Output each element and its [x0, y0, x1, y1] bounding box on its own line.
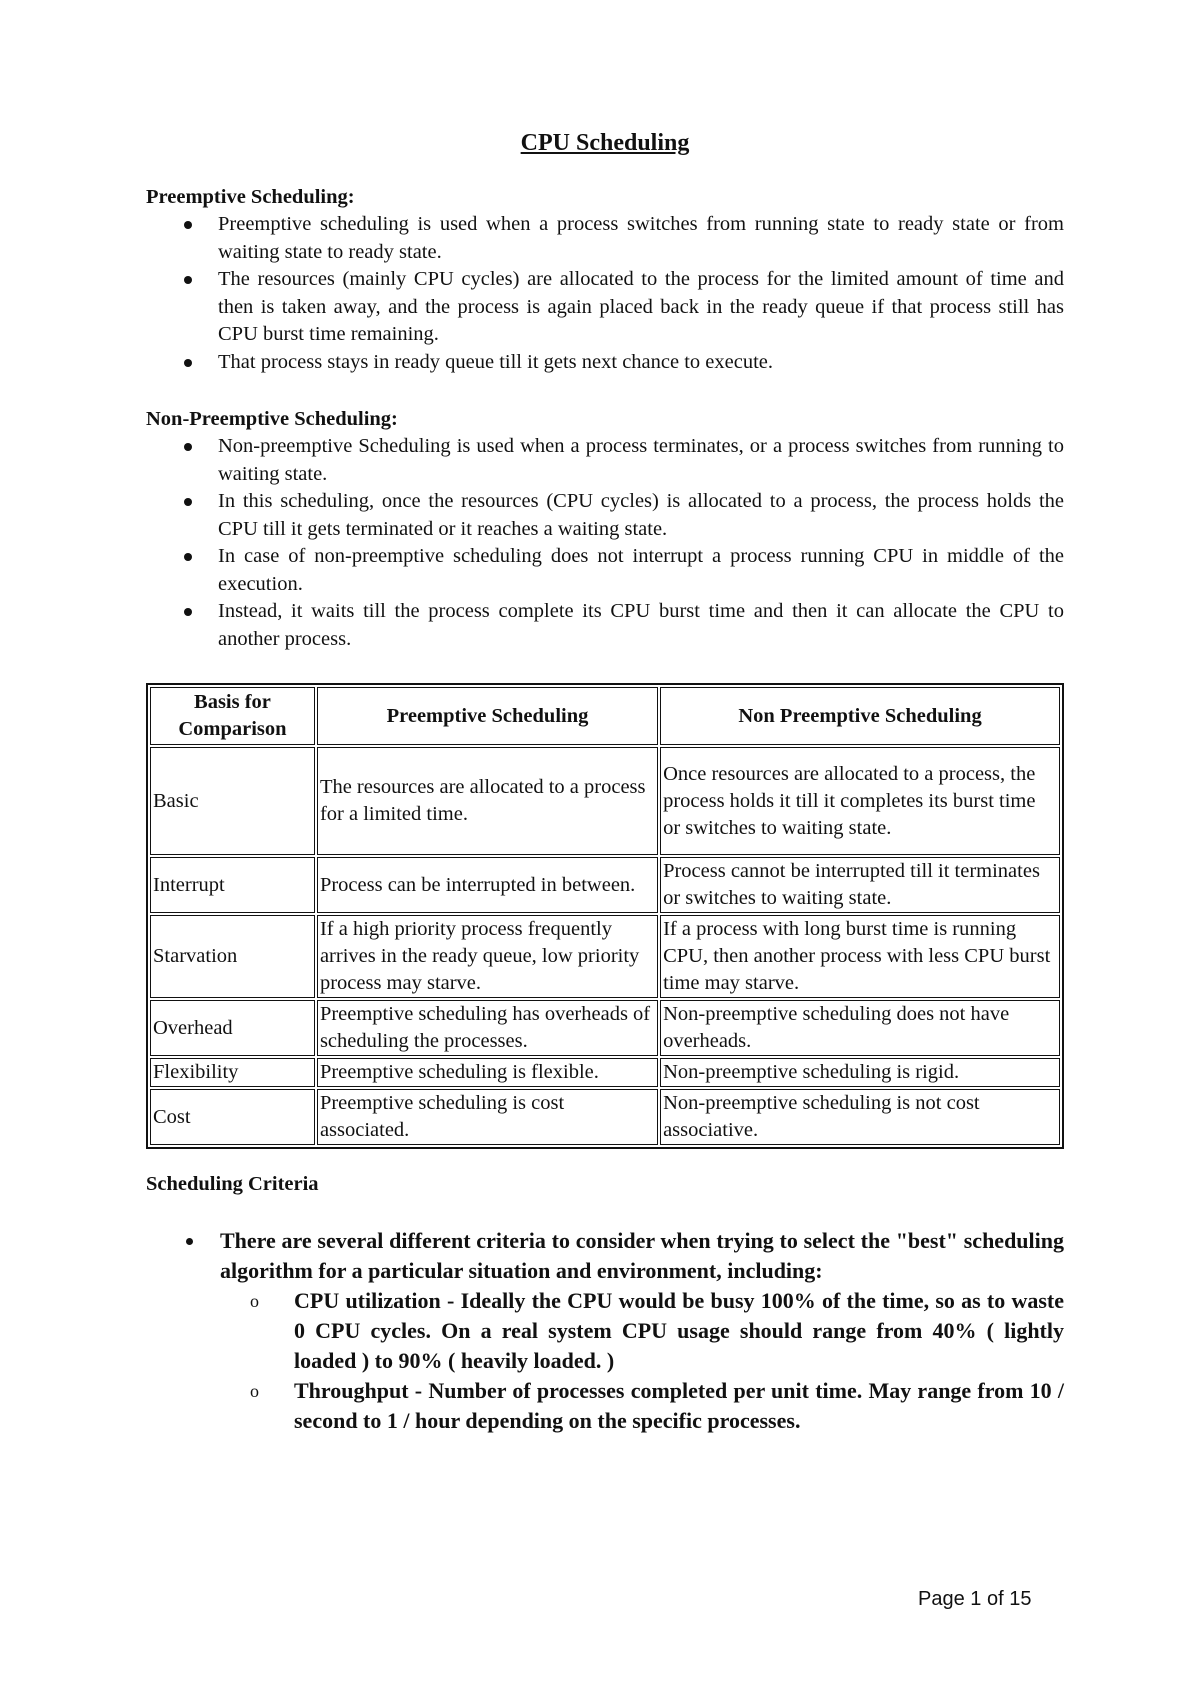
table-cell: Cost	[150, 1089, 315, 1145]
non-preemptive-bullet-list	[146, 433, 1064, 653]
page-total: 15	[1009, 1588, 1032, 1610]
table-cell: If a process with long burst time is running CPU, then another process with less CPU burst time may starve.	[660, 915, 1060, 998]
criteria-term: CPU utilization	[294, 1288, 441, 1313]
table-cell: Starvation	[150, 915, 315, 998]
bullet-text: Preemptive scheduling is used when a process switches from running state to ready state or from waiting state to ready state.	[218, 213, 1064, 263]
criteria-separator: -	[440, 1288, 461, 1313]
bullet-text: That process stays in ready queue till it gets next chance to execute.	[218, 350, 774, 373]
document-page	[146, 128, 1064, 1436]
comparison-table	[146, 683, 1064, 1149]
of-label: of	[986, 1588, 1004, 1610]
list-item	[146, 488, 1064, 543]
table-cell: Process can be interrupted in between.	[317, 857, 658, 913]
criteria-term: Throughput	[294, 1378, 409, 1403]
table-cell: Basic	[150, 747, 315, 855]
list-item	[146, 598, 1064, 653]
table-row	[150, 1058, 1060, 1087]
bullet-icon	[184, 553, 192, 561]
bullet-icon	[184, 608, 192, 616]
list-item	[220, 1376, 1064, 1436]
table-cell: Process cannot be interrupted till it terminates or switches to waiting state.	[660, 857, 1060, 913]
table-cell: Once resources are allocated to a process, the process holds it till it completes its burst time or switches to waiting state.	[660, 747, 1060, 855]
table-cell: Overhead	[150, 1000, 315, 1056]
table-cell: Non-preemptive scheduling does not have overheads.	[660, 1000, 1060, 1056]
list-item	[146, 211, 1064, 266]
bullet-icon	[184, 276, 192, 284]
page-footer	[918, 1588, 1031, 1611]
bullet-icon	[184, 443, 192, 451]
bullet-text: In this scheduling, once the resources (CPU cycles) is allocated to a process, the process holds the CPU till it gets terminated or it reaches a waiting state.	[218, 490, 1064, 540]
criteria-list	[146, 1226, 1064, 1436]
table-header-cell: Basis for Comparison	[150, 687, 315, 745]
preemptive-bullet-list	[146, 211, 1064, 376]
page-number: 1	[970, 1588, 982, 1610]
table-cell: Preemptive scheduling has overheads of scheduling the processes.	[317, 1000, 658, 1056]
preemptive-heading: Preemptive Scheduling:	[146, 186, 355, 208]
list-item	[146, 433, 1064, 488]
table-row	[150, 747, 1060, 855]
table-header-row	[150, 687, 1060, 745]
list-item	[146, 349, 1064, 377]
document-title: CPU Scheduling	[520, 130, 690, 156]
table-cell: Interrupt	[150, 857, 315, 913]
criteria-text: Ideally the CPU would be busy 100% of the time, so as to waste 0 CPU cycles. On a real system CPU usage should range from 40% ( lightly loaded ) to 90% ( heavily loaded. )	[294, 1288, 1064, 1373]
criteria-sub-list	[220, 1286, 1064, 1436]
table-row	[150, 1000, 1060, 1056]
criteria-heading: Scheduling Criteria	[146, 1173, 319, 1195]
criteria-separator: -	[408, 1378, 429, 1403]
list-item	[146, 1226, 1064, 1436]
bullet-text: Instead, it waits till the process complete its CPU burst time and then it can allocate the CPU to another process.	[218, 600, 1064, 650]
bullet-icon	[184, 221, 192, 229]
sub-bullet-marker: o	[250, 1381, 259, 1401]
bullet-text: The resources (mainly CPU cycles) are allocated to the process for the limited amount of time and then is taken away, and the process is again placed back in the ready queue if that process still has CPU burst time remaining.	[218, 268, 1064, 345]
bullet-icon	[184, 498, 192, 506]
table-header-cell: Preemptive Scheduling	[317, 687, 658, 745]
list-item	[146, 266, 1064, 349]
table-row	[150, 915, 1060, 998]
table-cell: Preemptive scheduling is flexible.	[317, 1058, 658, 1087]
table-cell: The resources are allocated to a process for a limited time.	[317, 747, 658, 855]
list-item	[146, 543, 1064, 598]
table-cell: Flexibility	[150, 1058, 315, 1087]
criteria-text: Number of processes completed per unit time. May range from 10 / second to 1 / hour depending on the specific processes.	[294, 1378, 1064, 1433]
table-cell: Non-preemptive scheduling is rigid.	[660, 1058, 1060, 1087]
bullet-icon	[184, 359, 192, 367]
non-preemptive-heading: Non-Preemptive Scheduling:	[146, 408, 398, 430]
criteria-intro: There are several different criteria to consider when trying to select the "best" scheduling algorithm for a particular situation and environment, including:	[220, 1228, 1064, 1283]
list-item	[220, 1286, 1064, 1376]
table-header-cell: Non Preemptive Scheduling	[660, 687, 1060, 745]
bullet-icon	[186, 1238, 193, 1245]
table-row	[150, 857, 1060, 913]
table-cell: If a high priority process frequently arrives in the ready queue, low priority process may starve.	[317, 915, 658, 998]
sub-bullet-marker: o	[250, 1291, 259, 1311]
table-cell: Non-preemptive scheduling is not cost associative.	[660, 1089, 1060, 1145]
bullet-text: In case of non-preemptive scheduling does not interrupt a process running CPU in middle of the execution.	[218, 545, 1064, 595]
page-label: Page	[918, 1588, 965, 1610]
bullet-text: Non-preemptive Scheduling is used when a process terminates, or a process switches from running to waiting state.	[218, 435, 1064, 485]
table-cell: Preemptive scheduling is cost associated.	[317, 1089, 658, 1145]
table-row	[150, 1089, 1060, 1145]
